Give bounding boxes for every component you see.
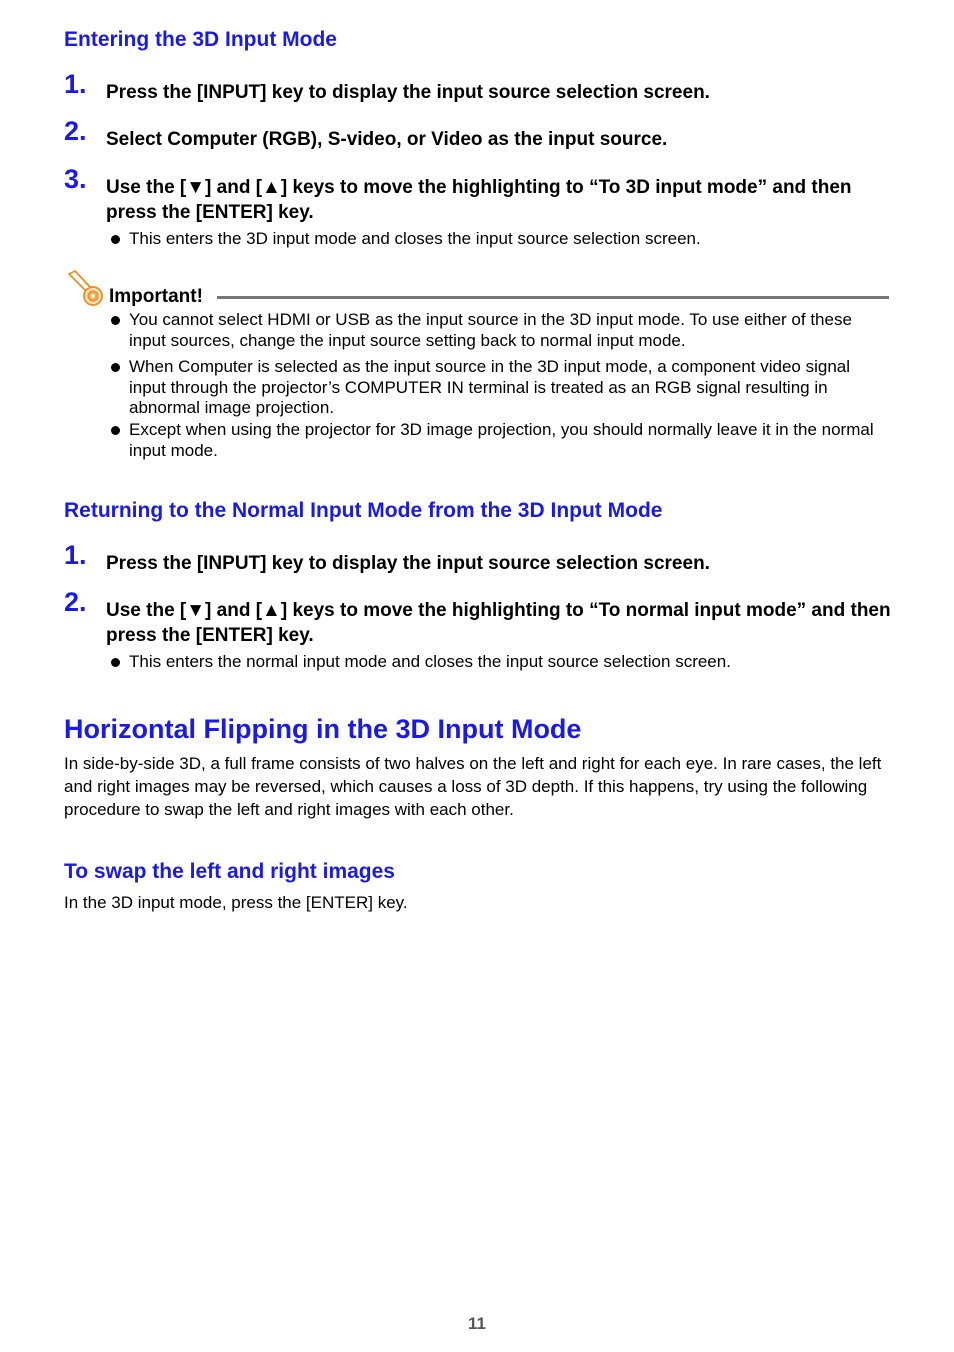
return-step-2 (64, 587, 894, 648)
bullet-dot (111, 235, 120, 244)
bullet-dot (111, 658, 120, 667)
important-bullet-1 (110, 310, 880, 351)
enter-step-1 (64, 69, 894, 105)
step-number: 1. (64, 69, 87, 99)
important-pencil-icon (66, 268, 106, 308)
page-number: 11 (468, 1314, 486, 1333)
heading-returning-normal: Returning to the Normal Input Mode from the 3D Input Mode (64, 499, 663, 522)
note-text: This enters the 3D input mode and closes the input source selection screen. (129, 229, 701, 248)
step-number: 2. (64, 116, 87, 146)
step-text: Use the [▼] and [▲] keys to move the highlighting to “To 3D input mode” and then press the [ENTER] key. (106, 177, 852, 223)
step-number: 2. (64, 587, 87, 617)
bullet-text: When Computer is selected as the input source in the 3D input mode, a component video signal input through the projector’s COMPUTER IN terminal is treated as an RGB signal resulting in abnormal image projection. (129, 357, 851, 417)
heading-entering-3d: Entering the 3D Input Mode (64, 28, 337, 51)
step-number: 3. (64, 164, 87, 194)
swap-body: In the 3D input mode, press the [ENTER] key. (64, 893, 408, 912)
bullet-text: You cannot select HDMI or USB as the input source in the 3D input mode. To use either of these input sources, change the input source setting back to normal input mode. (129, 310, 852, 350)
flip-body: In side-by-side 3D, a full frame consists of two halves on the left and right for each eye. In rare cases, the left and right images may be reversed, which causes a loss of 3D depth. If this happens, try using the following procedure to swap the left and right images with each other. (64, 754, 882, 819)
enter-step-3-note (110, 229, 880, 250)
return-step-1 (64, 540, 894, 576)
step-text: Select Computer (RGB), S-video, or Video as the input source. (106, 129, 668, 150)
step-number: 1. (64, 540, 87, 570)
enter-step-2 (64, 116, 894, 152)
important-bullet-3 (110, 420, 880, 461)
bullet-dot (111, 316, 120, 325)
bullet-dot (111, 426, 120, 435)
step-text: Use the [▼] and [▲] keys to move the highlighting to “To normal input mode” and then press the [ENTER] key. (106, 600, 891, 646)
return-step-2-note (110, 652, 880, 673)
important-rule (217, 296, 889, 299)
step-text: Press the [INPUT] key to display the input source selection screen. (106, 82, 710, 103)
note-text: This enters the normal input mode and closes the input source selection screen. (129, 652, 731, 671)
important-header (66, 268, 890, 308)
bullet-dot (111, 363, 120, 372)
important-label: Important! (109, 286, 203, 307)
bullet-text: Except when using the projector for 3D image projection, you should normally leave it in the normal input mode. (129, 420, 874, 460)
heading-swap-images: To swap the left and right images (64, 860, 395, 883)
important-bullet-2 (110, 357, 880, 419)
enter-step-3 (64, 164, 894, 225)
step-text: Press the [INPUT] key to display the input source selection screen. (106, 553, 710, 574)
heading-horizontal-flipping: Horizontal Flipping in the 3D Input Mode (64, 714, 582, 744)
